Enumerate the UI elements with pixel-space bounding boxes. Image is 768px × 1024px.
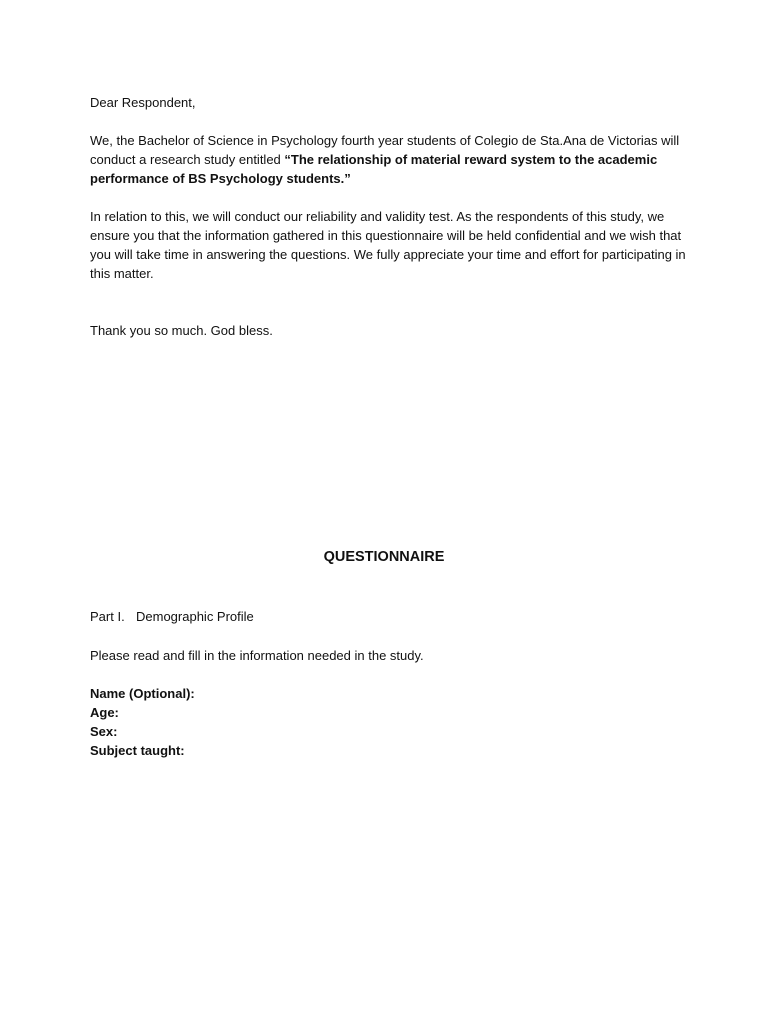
confidentiality-paragraph: In relation to this, we will conduct our reliability and validity test. As the respondents of this study, we ensure you that the information gathered in this questionnaire will be held confidential and we wish that you will take time in answering the questions. We fully appreciate your time and effort for participating in this matter. bbox=[90, 209, 686, 281]
salutation: Dear Respondent, bbox=[90, 95, 196, 110]
closing-line: Thank you so much. God bless. bbox=[90, 323, 273, 338]
field-age-label: Age: bbox=[90, 705, 119, 720]
intro-text: We, the Bachelor of Science in Psychology fourth year students of Colegio de Sta.Ana de Victorias will conduct a research study entitled bbox=[90, 133, 680, 167]
field-subject-label: Subject taught: bbox=[90, 743, 185, 758]
study-title: “The relationship of material reward system to the academic performance of BS Psychology students.” bbox=[90, 152, 658, 186]
instructions: Please read and fill in the information needed in the study. bbox=[90, 648, 424, 663]
questionnaire-title: QUESTIONNAIRE bbox=[323, 549, 445, 565]
demographic-fields bbox=[90, 684, 690, 760]
field-sex-label: Sex: bbox=[90, 724, 118, 739]
part-title: Demographic Profile bbox=[136, 609, 254, 624]
intro-paragraph bbox=[90, 131, 690, 188]
field-name-label: Name (Optional): bbox=[90, 686, 195, 701]
part-heading bbox=[90, 607, 690, 626]
part-number: Part I. bbox=[90, 609, 125, 624]
